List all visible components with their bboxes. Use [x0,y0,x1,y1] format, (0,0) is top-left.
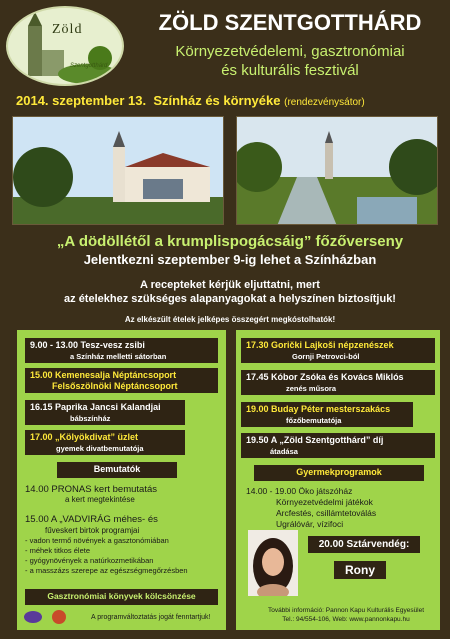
program-item: 19.50 A „Zöld Szentgotthárd” díj átadása [241,433,435,458]
star-portrait-icon [248,530,298,596]
event-organizer: (rendezvénysátor) [284,97,365,108]
kids-program: 14.00 - 19.00 Öko játszóház Környezetvédelmi játékok Arcfestés, csillámtetoválás Ugrálóvár, vízifoci [246,486,377,529]
date-line [16,93,365,108]
program-item: 16.15 Paprika Jancsi Kalandjai bábszínház [25,400,185,425]
demos-heading: Bemutatók [57,462,177,478]
church-logo-icon [8,8,124,86]
program-item: 19.00 Buday Péter mesterszakács főzőbemutatója [241,402,413,427]
logo-subtext: Szentgotthárd [70,63,108,69]
sponsor-logo-icon [49,609,69,625]
page-title: ZÖLD SZENTGOTTHÁRD [158,10,422,35]
demo-item-vadvirag: 15.00 A „VADVIRÁG méhes- és fűveskert birtok programjai - vadon termő növények a gasztonómiában - méhek titkos élete - gyógynövények a natúrkozmetikában - a masszázs szerepe az egészségmegőrzésben [25,514,188,575]
program-item: 15.00 Kemenesalja Néptáncsoport Felsőszölnöki Néptáncsoport [25,368,218,393]
photo-theatre [12,116,224,225]
event-place: Színház és környéke [153,93,281,108]
subtitle: Környezetvédelemi, gasztronómiai és kulturális fesztivál [175,43,405,79]
theatre-photo-icon [13,117,224,225]
star-label: 20.00 Sztárvendég: [308,536,420,553]
left-program-panel [17,330,226,630]
program-item: 17.00 „Kölyökdivat” üzlet gyemek divatbemutatója [25,430,185,455]
logo-text: Zöld [52,22,83,37]
demo-item-pronas: 14.00 PRONAS kert bemutatás a kert megtekintése [25,484,158,504]
books-bar: Gasztronómiai könyvek kölcsönzése [25,589,218,605]
program-item: 9.00 - 13.00 Tesz-vesz zsibi a Színház melletti sátorban [25,338,218,363]
contest-note: A recepteket kérjük eljuttatni, mert az ételekhez szükséges alapanyagokat a helyszínen biztosítjuk! [64,279,396,305]
photo-river [236,116,438,225]
festival-logo [6,6,124,86]
river-photo-icon [237,117,438,225]
info-block: További információ: Pannon Kapu Kulturális Egyesület Tel.: 94/554-106, Web: www.pannonkapu.hu [267,607,425,623]
contest-title: „A dödöllétől a krumplispogácsáig” főzőverseny [56,233,404,250]
star-name: Rony [334,561,386,579]
event-date: 2014. szeptember 13. [16,93,147,108]
sponsor-logo-icon [23,610,43,624]
program-item: 17.45 Kóbor Zsóka és Kovács Miklós zenés műsora [241,370,435,395]
contest-apply: Jelentkezni szeptember 9-ig lehet a Színházban [83,252,377,267]
star-photo [248,530,298,596]
change-note: A programváltoztatás jogát fenntartjuk! [91,614,211,621]
right-program-panel [236,330,440,630]
program-item: 17.30 Gorički Lajkoši népzenészek Gornji Petrovci-ból [241,338,435,363]
kids-heading: Gyermekprogramok [254,465,424,481]
contest-small-note: Az elkészült ételek jelképes összegért megkóstolhatók! [124,315,336,324]
